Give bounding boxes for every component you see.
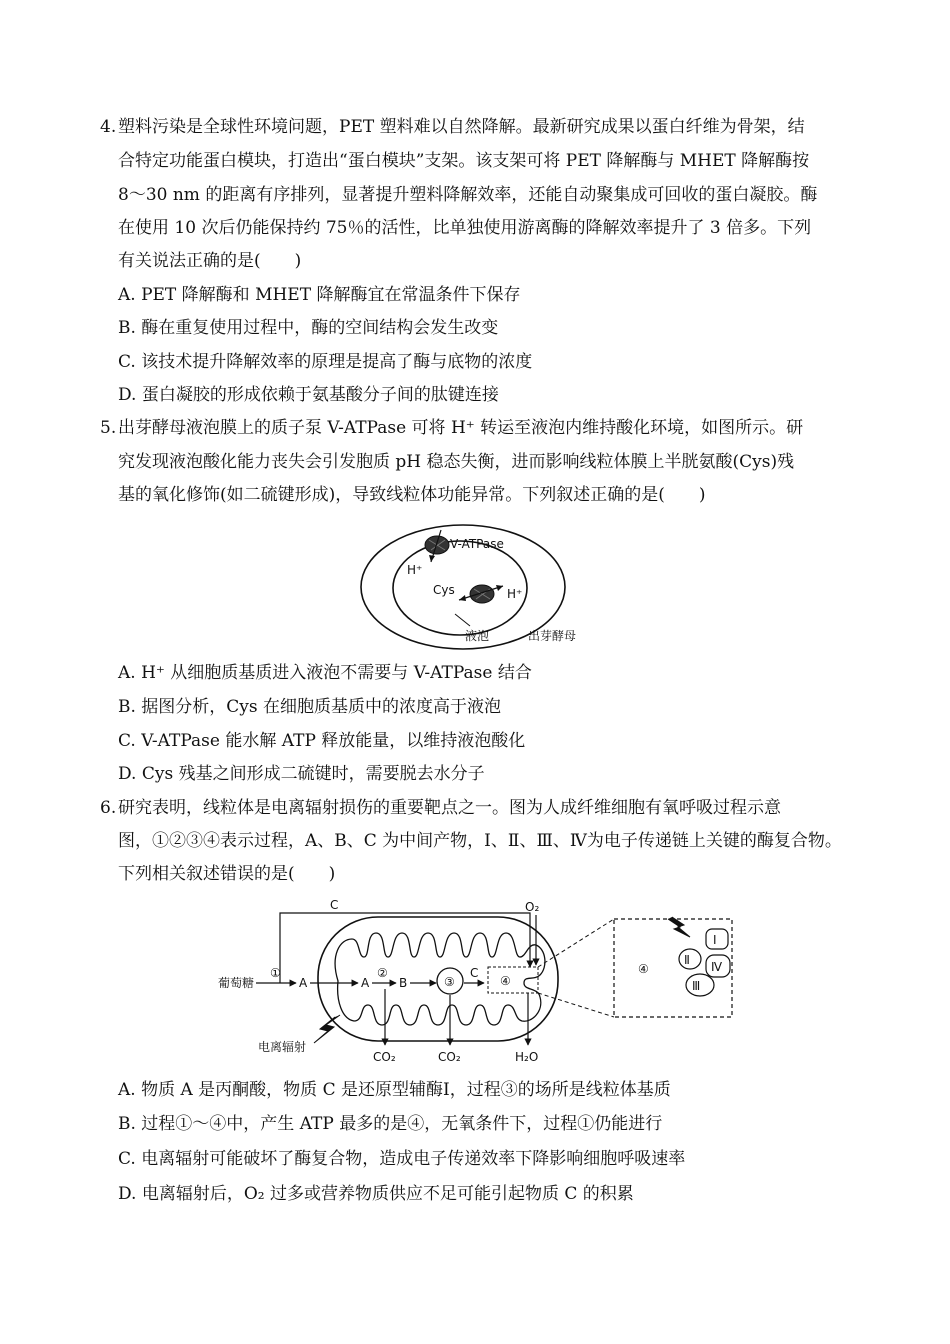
question-6-number: 6. <box>100 798 117 818</box>
mitochondria-respiration-figure <box>210 895 750 1070</box>
question-5-option-d: D. Cys 残基之间形成二硫键时，需要脱去水分子 <box>118 764 485 784</box>
question-4-line-2: 合特定功能蛋白模块，打造出“蛋白模块”支架。该支架可将 PET 降解酶与 MHET 降解酶按 <box>118 151 810 171</box>
question-4-option-d: D. 蛋白凝胶的形成依赖于氨基酸分子间的肽键连接 <box>118 385 499 405</box>
question-6-option-b: B. 过程①～④中，产生 ATP 最多的是④，无氧条件下，过程①仍能进行 <box>118 1114 663 1134</box>
lightning-bolt-zoom-icon <box>668 917 690 937</box>
question-5-number: 5. <box>100 418 117 438</box>
complex-2-label: Ⅱ <box>684 953 690 967</box>
process-4-label: ④ <box>500 974 511 988</box>
question-4-option-c: C. 该技术提升降解效率的原理是提高了酶与底物的浓度 <box>118 352 533 372</box>
substance-c-inner: C <box>470 966 479 980</box>
yeast-label: 出芽酵母 <box>528 629 577 643</box>
complex-4-label: Ⅳ <box>711 960 723 974</box>
oxygen-label: O₂ <box>525 900 540 914</box>
vatpase-label: V-ATPase <box>450 537 504 551</box>
cys-label: Cys <box>433 583 455 597</box>
question-4-line-4: 在使用 10 次后仍能保持约 75％的活性，比单独使用游离酶的降解效率提升了 3 倍多。下列 <box>118 218 812 238</box>
question-6-option-d: D. 电离辐射后，O₂ 过多或营养物质供应不足可能引起物质 C 的积累 <box>118 1184 634 1204</box>
question-6-line-3: 下列相关叙述错误的是( ) <box>118 864 336 884</box>
question-6-line-2: 图，①②③④表示过程，A、B、C 为中间产物，Ⅰ、Ⅱ、Ⅲ、Ⅳ为电子传递链上关键的酶复合物。 <box>118 831 842 851</box>
h-plus-inner-label: H⁺ <box>407 563 423 577</box>
co2-label-1: CO₂ <box>373 1050 396 1064</box>
question-5-option-b: B. 据图分析，Cys 在细胞质基质中的浓度高于液泡 <box>118 697 502 717</box>
mitochondrion-outer-membrane <box>318 917 558 1041</box>
yeast-vacuole-figure <box>355 522 595 652</box>
process-2-label: ② <box>377 966 388 980</box>
question-5-option-c: C. V-ATPase 能水解 ATP 释放能量，以维持液泡酸化 <box>118 731 526 751</box>
h-plus-outer-label: H⁺ <box>507 587 523 601</box>
question-4-line-3: 8～30 nm 的距离有序排列，显著提升塑料降解效率，还能自动聚集成可回收的蛋白凝胶。酶 <box>118 185 818 205</box>
question-4-line-5: 有关说法正确的是( ) <box>118 251 302 271</box>
substance-a-outer: A <box>299 976 308 990</box>
glucose-label: 葡萄糖 <box>218 976 255 990</box>
question-4-option-a: A. PET 降解酶和 MHET 降解酶宜在常温条件下保存 <box>118 285 521 305</box>
process-4-zoom-label: ④ <box>638 962 649 976</box>
vacuole-label: 液泡 <box>465 629 490 643</box>
complex-3-label: Ⅲ <box>692 979 701 993</box>
question-6-option-a: A. 物质 A 是丙酮酸，物质 C 是还原型辅酶Ⅰ，过程③的场所是线粒体基质 <box>118 1080 671 1100</box>
question-6-option-c: C. 电离辐射可能破坏了酶复合物，造成电子传递效率下降影响细胞呼吸速率 <box>118 1149 686 1169</box>
lightning-bolt-icon <box>314 1015 340 1043</box>
substance-c-top: C <box>330 898 339 912</box>
question-4-option-b: B. 酶在重复使用过程中，酶的空间结构会发生改变 <box>118 318 499 338</box>
question-4-line-1: 塑料污染是全球性环境问题，PET 塑料难以自然降解。最新研究成果以蛋白纤维为骨架，结 <box>118 117 805 137</box>
substance-a-inner: A <box>361 976 370 990</box>
question-5-line-3: 基的氧化修饰(如二硫键形成)，导致线粒体功能异常。下列叙述正确的是( ) <box>118 485 706 505</box>
question-4-number: 4. <box>100 117 117 137</box>
co2-label-2: CO₂ <box>438 1050 461 1064</box>
process-1-label: ① <box>270 966 281 980</box>
question-5-option-a: A. H⁺ 从细胞质基质进入液泡不需要与 V-ATPase 结合 <box>118 663 532 683</box>
water-label: H₂O <box>515 1050 539 1064</box>
process-3-label: ③ <box>444 975 455 989</box>
question-6-line-1: 研究表明，线粒体是电离辐射损伤的重要靶点之一。图为人成纤维细胞有氧呼吸过程示意 <box>118 798 781 818</box>
question-5-line-2: 究发现液泡酸化能力丧失会引发胞质 pH 稳态失衡，进而影响线粒体膜上半胱氨酸(Cys)残 <box>118 452 795 472</box>
complex-1-label: Ⅰ <box>713 933 717 947</box>
complex-2-shape <box>679 949 701 969</box>
substance-b: B <box>399 976 408 990</box>
complex-1-shape <box>706 929 728 949</box>
radiation-label: 电离辐射 <box>258 1040 307 1054</box>
question-5-line-1: 出芽酵母液泡膜上的质子泵 V-ATPase 可将 H⁺ 转运至液泡内维持酸化环境，如图所示。研 <box>118 418 804 438</box>
